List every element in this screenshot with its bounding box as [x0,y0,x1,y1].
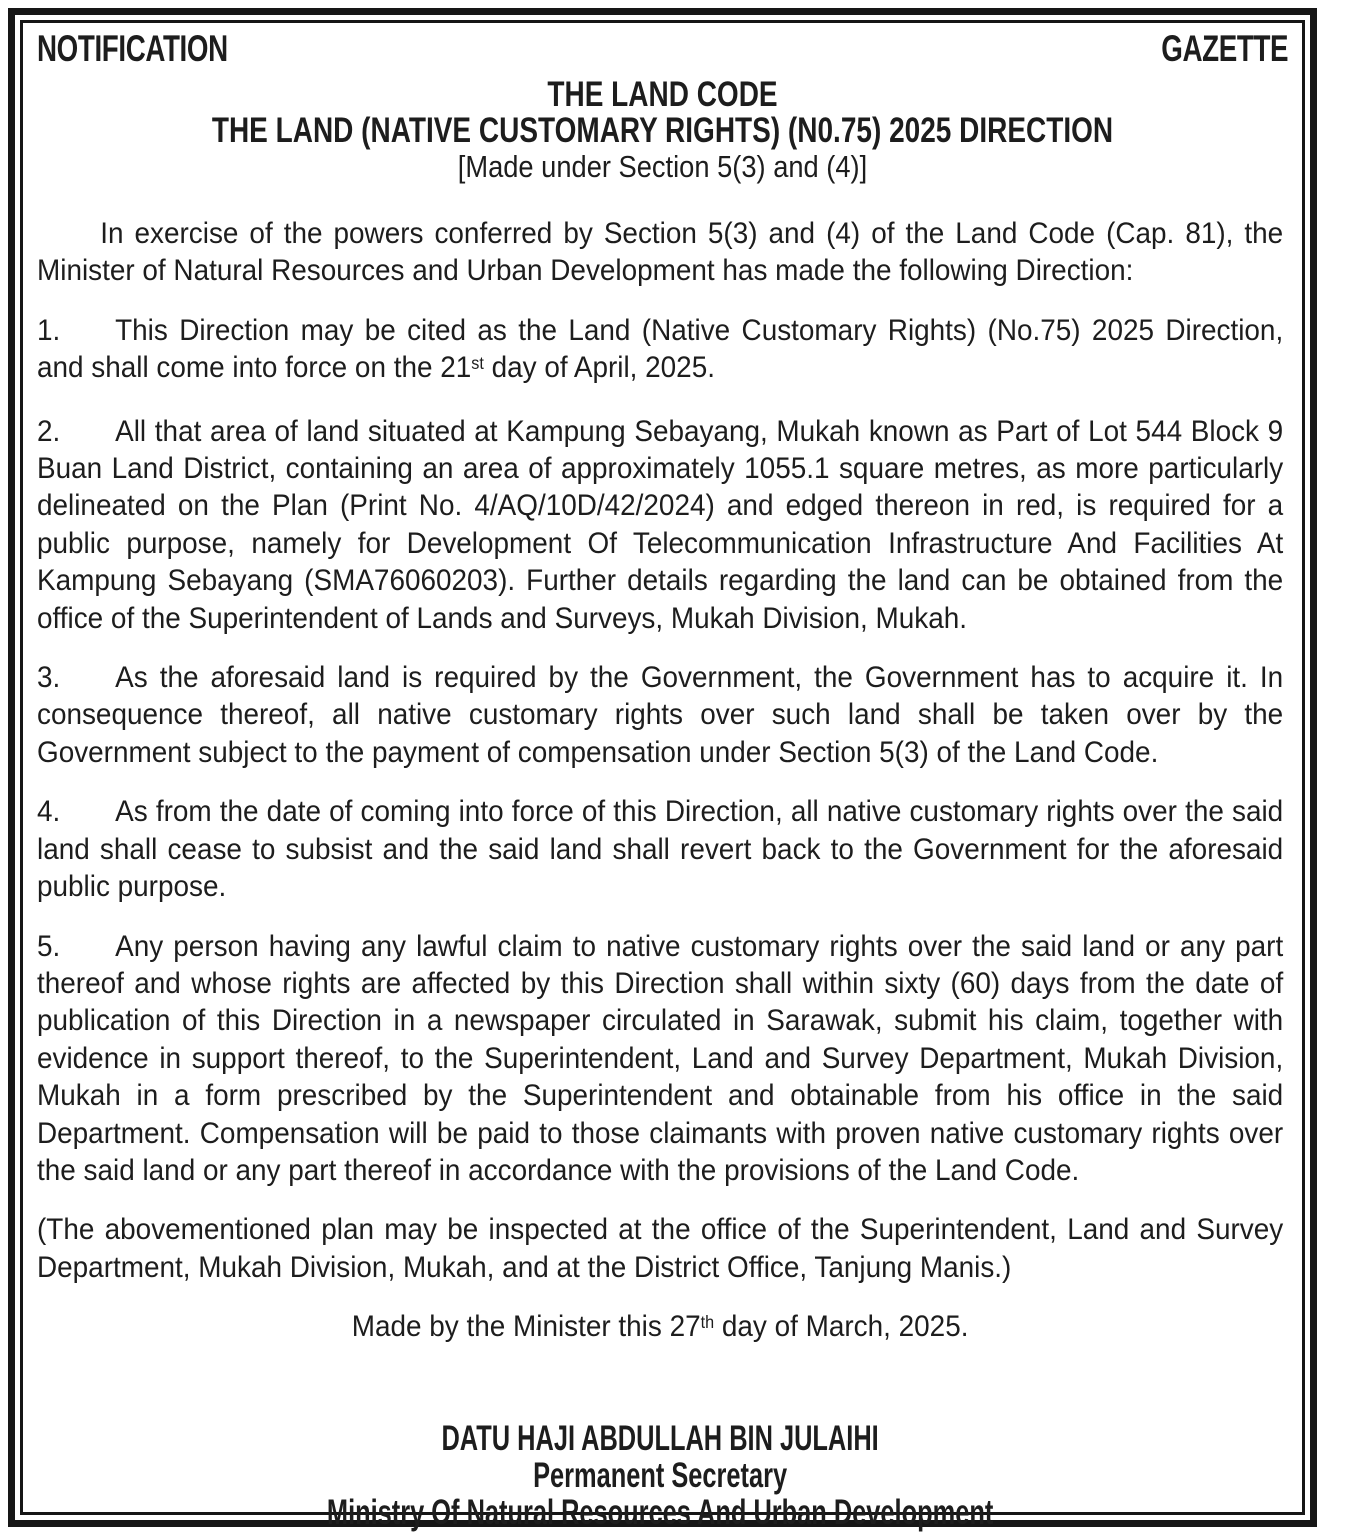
signatory-ministry: Ministry Of Natural Resources And Urban Development [326,1493,994,1533]
clause-2-number: 2. [37,414,61,448]
made-by-line [37,1308,1283,1349]
clause-2 [37,413,1283,637]
gazette-label: GAZETTE [1161,28,1288,69]
clause-1-number: 1. [37,313,61,347]
clause-3-number: 3. [37,661,61,695]
clause-4-number: 4. [37,795,61,829]
doc-title-line2: THE LAND (NATIVE CUSTOMARY RIGHTS) (N0.75) 2025 DIRECTION [211,111,1114,150]
doc-title-citation: [Made under Section 5(3) and (4)] [457,149,868,184]
clause-1-text: This Direction may be cited as the Land (Native Customary Rights) (No.75) 2025 Direction, and shall come into force on the 21 [37,313,1284,385]
clause-4-text: As from the date of coming into force of this Direction, all native customary rights over the said land shall cease to subsist and the said land shall revert back to the Government for the aforesaid public purpose. [37,795,1284,904]
notice-content [23,23,1302,1533]
clause-3-text: As the aforesaid land is required by the Government, the Government has to acquire it. In consequence thereof, all native customary rights over such land shall be taken over by the Government subject to the payment of compensation under Section 5(3) of the Land Code. [37,661,1284,769]
inner-border [20,20,1305,1533]
clause-3 [37,659,1283,771]
outer-border [8,8,1317,1533]
signatory-title: Permanent Secretary [533,1455,788,1495]
clause-5-text: Any person having any lawful claim to native customary rights over the said land or any part thereof and whose rights are affected by this Direction shall within sixty (60) days from the date of publication of this Direction in a newspaper circulated in Sarawak, submit his claim, together with evidence in support thereof, to the Superintendent, Land and Survey Department, Mukah Division, Mukah in a form prescribed by the Superintendent and obtainable from his office in the said Department. Compensation will be paid to those claimants with proven native customary rights over the said land or any part thereof in accordance with the provisions of the Land Code. [37,929,1284,1187]
signature-block [37,1420,1283,1532]
clause-2-text: All that area of land situated at Kampung Sebayang, Mukah known as Part of Lot 544 Block 9 Buan Land District, containing an area of approximately 1055.1 square metres, as more particularly delineated on the Plan (Print No. 4/AQ/10D/42/2024) and edged thereon in red, is required for a public purpose, namely for Development Of Telecommunication Infrastructure And Facilities At Kampung Sebayang (SMA76060203). Further details regarding the land can be obtained from the office of the Superintendent of Lands and Surveys, Mukah Division, Mukah. [37,414,1284,635]
notice-body [37,215,1283,1532]
signatory-name: DATU HAJI ABDULLAH BIN JULAIHI [441,1418,879,1458]
header-row [37,29,1288,69]
ordinal-suffix: st [471,353,484,374]
clause-4 [37,793,1283,905]
doc-title-line1: THE LAND CODE [547,75,778,114]
made-by-text-end: day of March, 2025. [714,1310,969,1344]
clause-1-text-end: day of April, 2025. [483,351,715,385]
notification-label: NOTIFICATION [37,28,228,69]
clause-1 [37,312,1283,391]
intro-paragraph: In exercise of the powers conferred by Section 5(3) and (4) of the Land Code (Cap. 81), the Minister of Natural Resources and Urban Development has made the following Direction: [37,217,1284,288]
inspection-note: (The abovementioned plan may be inspected at the office of the Superintendent, Land and Survey Department, Mukah Division, Mukah, and at the District Office, Tanjung Manis.) [37,1213,1284,1284]
ordinal-suffix: th [700,1312,715,1333]
clause-5 [37,928,1283,1190]
made-by-text: Made by the Minister this 27 [351,1310,701,1344]
title-block [37,77,1288,185]
clause-5-number: 5. [37,929,61,963]
